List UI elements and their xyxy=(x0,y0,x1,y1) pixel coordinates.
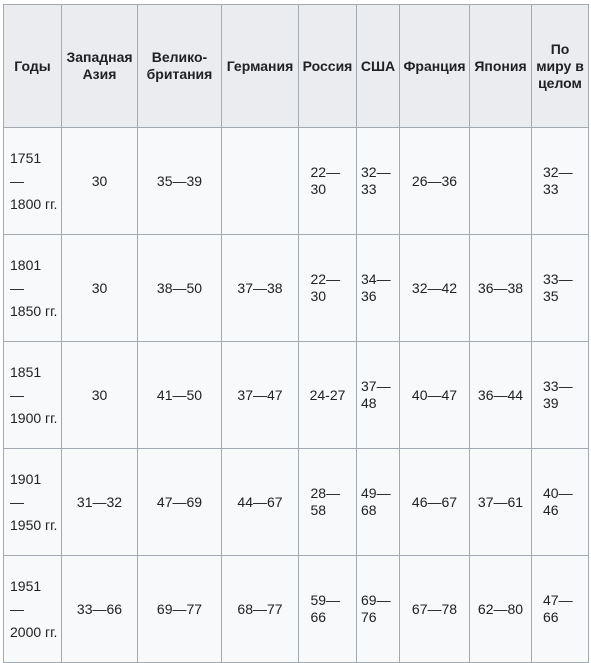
cell-west-asia: 31—32 xyxy=(62,449,138,556)
period-start: 1851 xyxy=(10,363,42,380)
cell-france: 26—36 xyxy=(400,128,470,235)
header-usa: США xyxy=(357,5,400,128)
cell-japan: 37—61 xyxy=(470,449,532,556)
period-dash: — xyxy=(10,600,24,617)
cell-world: 33—35 xyxy=(532,235,589,342)
period-end: 1850 гг. xyxy=(10,302,58,319)
cell-germany: 44—67 xyxy=(222,449,299,556)
period-cell xyxy=(4,342,62,449)
cell-great-britain: 38—50 xyxy=(138,235,222,342)
cell-japan xyxy=(470,128,532,235)
cell-usa: 32—33 xyxy=(357,128,400,235)
header-japan: Япония xyxy=(470,5,532,128)
table-row xyxy=(4,449,589,556)
cell-russia: 24-27 xyxy=(299,342,357,449)
cell-world: 33—39 xyxy=(532,342,589,449)
cell-usa: 69—76 xyxy=(357,556,400,663)
cell-russia: 59—66 xyxy=(299,556,357,663)
period-start: 1901 xyxy=(10,470,42,487)
cell-germany: 68—77 xyxy=(222,556,299,663)
header-world: По миру в целом xyxy=(532,5,589,128)
period-dash: — xyxy=(10,279,24,296)
cell-germany xyxy=(222,128,299,235)
cell-west-asia: 30 xyxy=(62,235,138,342)
cell-france: 40—47 xyxy=(400,342,470,449)
cell-france: 46—67 xyxy=(400,449,470,556)
header-west-asia: Западная Азия xyxy=(62,5,138,128)
period-cell xyxy=(4,128,62,235)
cell-great-britain: 35—39 xyxy=(138,128,222,235)
cell-great-britain: 41—50 xyxy=(138,342,222,449)
life-expectancy-table xyxy=(3,4,589,663)
header-france: Франция xyxy=(400,5,470,128)
header-great-britain: Великобритания xyxy=(138,5,222,128)
cell-japan: 36—44 xyxy=(470,342,532,449)
period-cell xyxy=(4,556,62,663)
cell-germany: 37—38 xyxy=(222,235,299,342)
cell-japan: 62—80 xyxy=(470,556,532,663)
table-row xyxy=(4,128,589,235)
period-start: 1751 xyxy=(10,149,42,166)
table-row xyxy=(4,556,589,663)
cell-russia: 22—30 xyxy=(299,235,357,342)
cell-great-britain: 69—77 xyxy=(138,556,222,663)
cell-world: 47—66 xyxy=(532,556,589,663)
header-row xyxy=(4,5,589,128)
table-row xyxy=(4,342,589,449)
cell-russia: 22—30 xyxy=(299,128,357,235)
cell-great-britain: 47—69 xyxy=(138,449,222,556)
cell-world: 40—46 xyxy=(532,449,589,556)
header-germany: Германия xyxy=(222,5,299,128)
period-end: 1950 гг. xyxy=(10,516,58,533)
header-russia: Россия xyxy=(299,5,357,128)
cell-russia: 28—58 xyxy=(299,449,357,556)
cell-usa: 49—68 xyxy=(357,449,400,556)
period-dash: — xyxy=(10,493,24,510)
cell-france: 32—42 xyxy=(400,235,470,342)
table-row xyxy=(4,235,589,342)
cell-west-asia: 30 xyxy=(62,128,138,235)
cell-west-asia: 30 xyxy=(62,342,138,449)
cell-usa: 37—48 xyxy=(357,342,400,449)
period-dash: — xyxy=(10,172,24,189)
cell-usa: 34—36 xyxy=(357,235,400,342)
period-dash: — xyxy=(10,386,24,403)
period-end: 2000 гг. xyxy=(10,623,58,640)
period-start: 1801 xyxy=(10,256,42,273)
header-years: Годы xyxy=(4,5,62,128)
period-start: 1951 xyxy=(10,577,42,594)
cell-germany: 37—47 xyxy=(222,342,299,449)
cell-japan: 36—38 xyxy=(470,235,532,342)
period-cell xyxy=(4,235,62,342)
cell-west-asia: 33—66 xyxy=(62,556,138,663)
period-end: 1900 гг. xyxy=(10,409,58,426)
cell-world: 32—33 xyxy=(532,128,589,235)
period-end: 1800 гг. xyxy=(10,195,58,212)
period-cell xyxy=(4,449,62,556)
cell-france: 67—78 xyxy=(400,556,470,663)
